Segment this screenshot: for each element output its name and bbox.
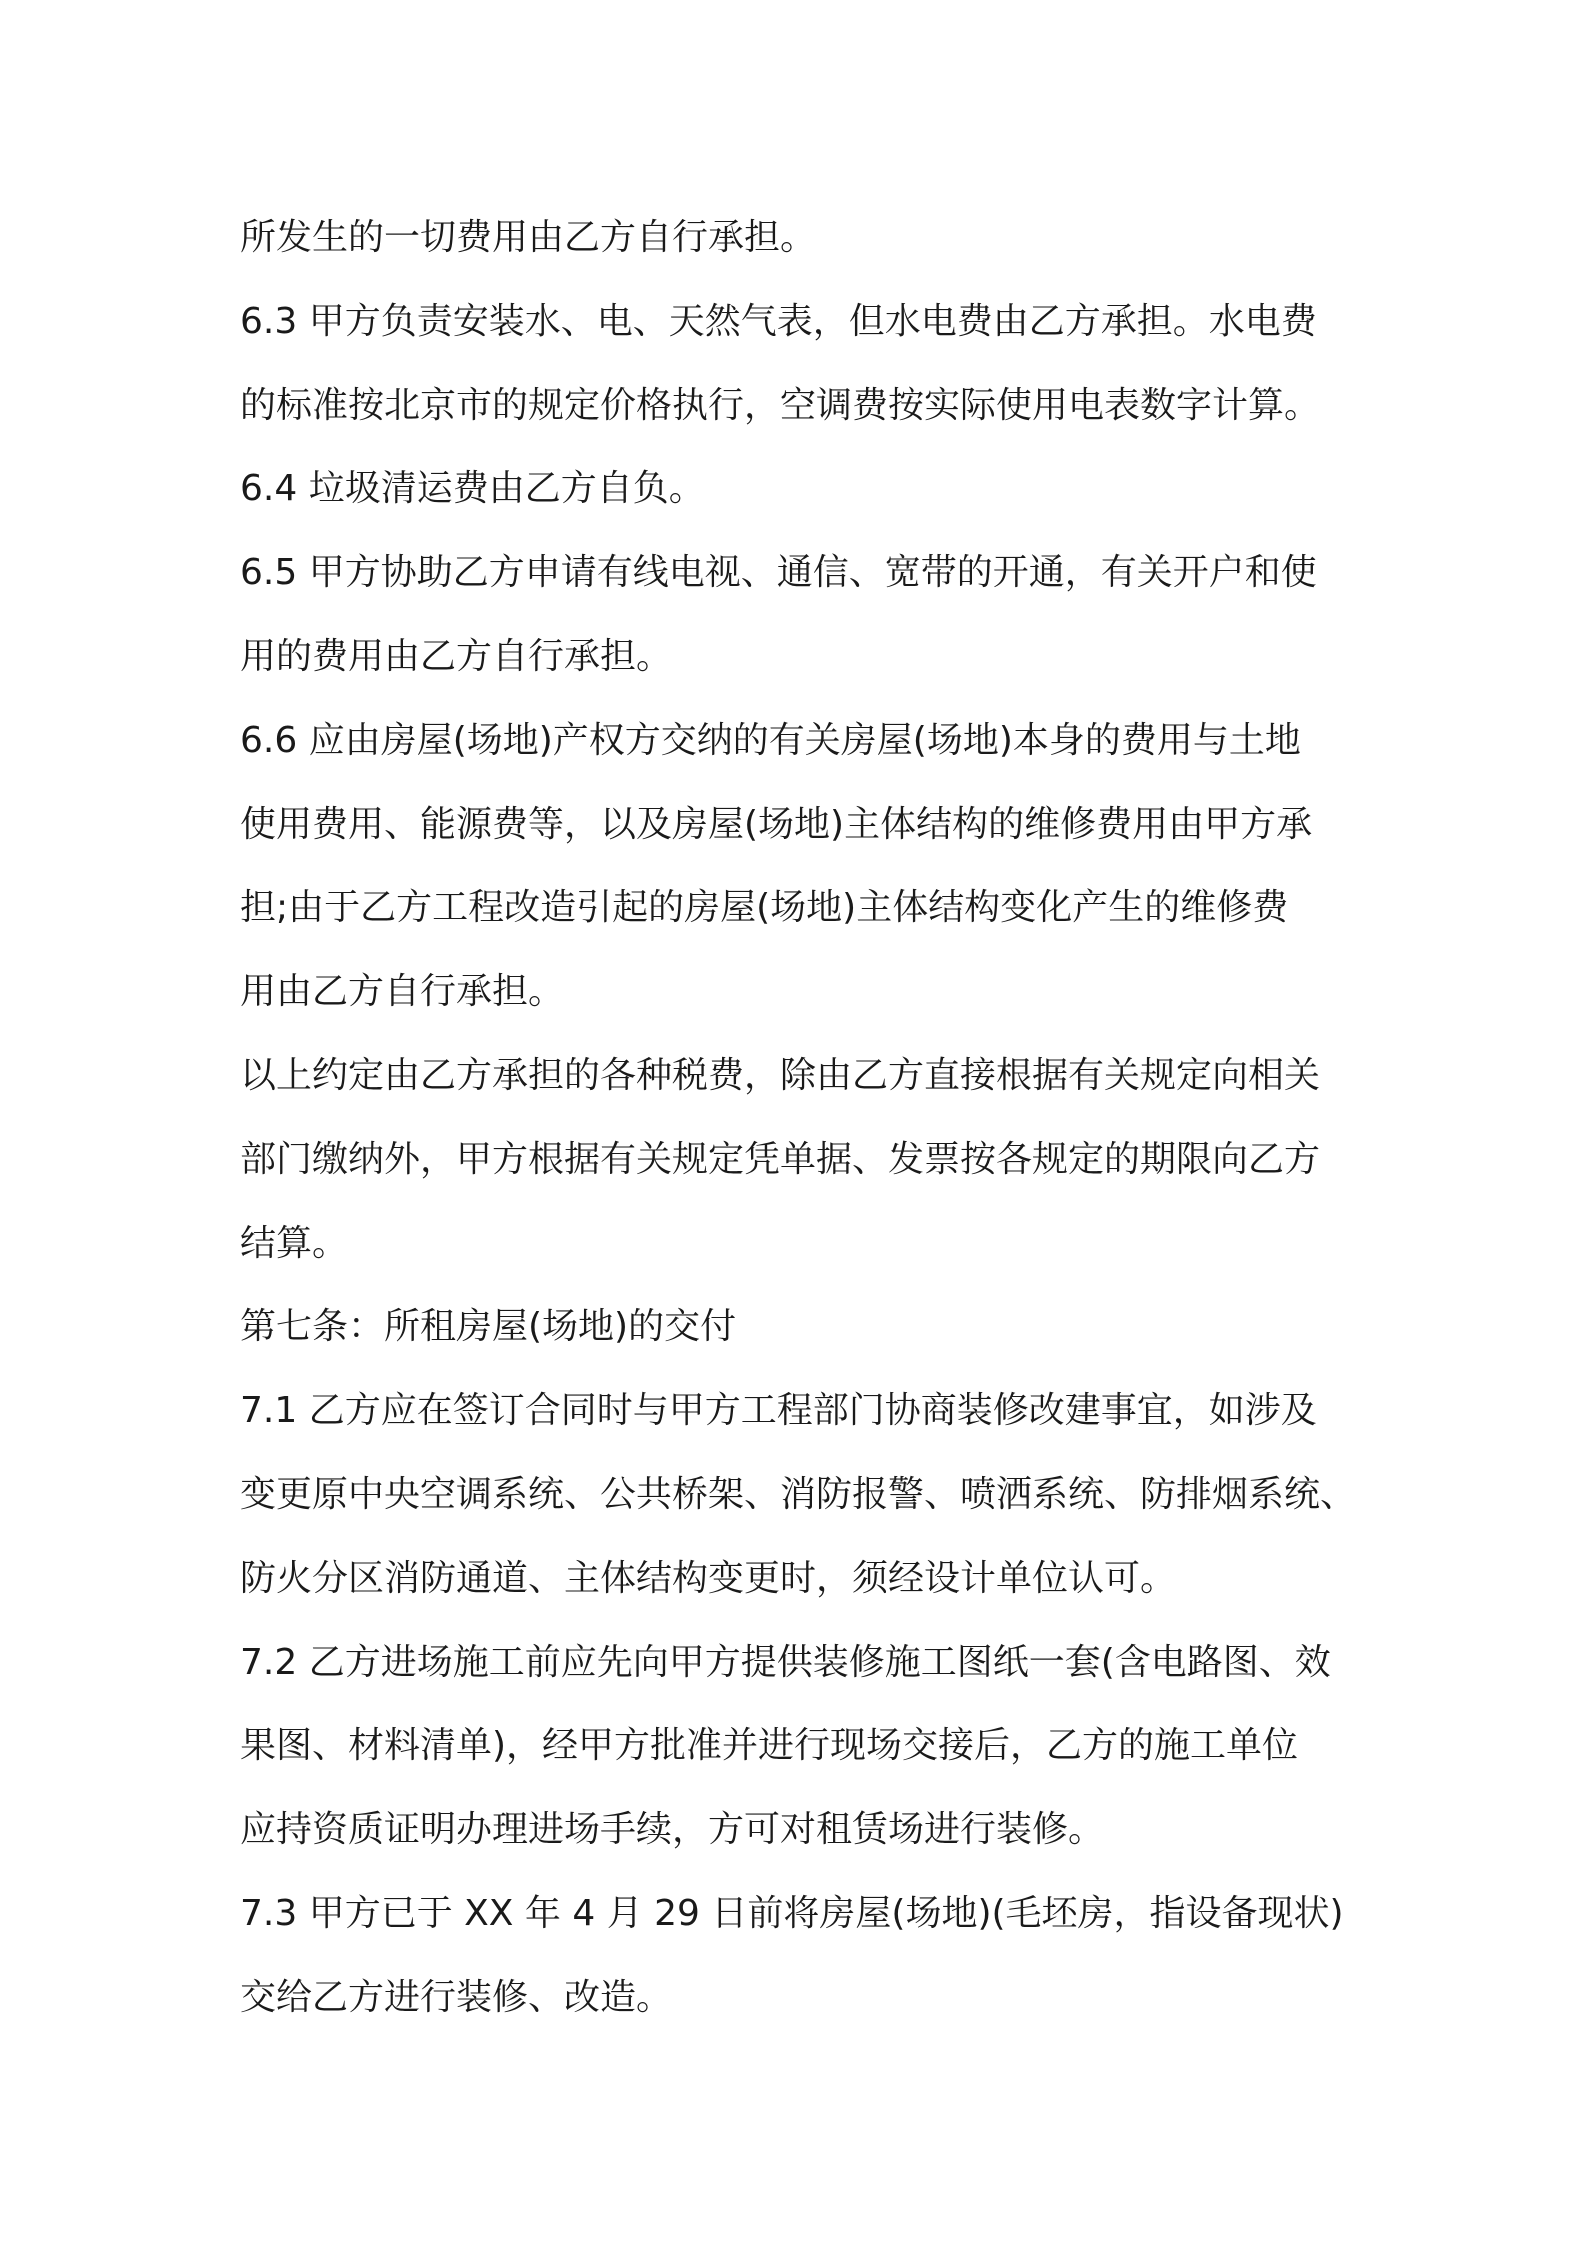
text-line: 用由乙方自行承担。 [240, 971, 565, 1013]
text-line: 防火分区消防通道、主体结构变更时，须经设计单位认可。 [240, 1557, 1177, 1599]
document-body [240, 196, 1360, 2040]
text-line: 7.1 乙方应在签订合同时与甲方工程部门协商装修改建事宜，如涉及 [240, 1390, 1317, 1432]
text-line: 结算。 [240, 1222, 349, 1264]
text-line: 7.2 乙方进场施工前应先向甲方提供装修施工图纸一套(含电路图、效 [240, 1641, 1331, 1683]
text-line: 6.4 垃圾清运费由乙方自负。 [240, 468, 705, 510]
text-line: 果图、材料清单)，经甲方批准并进行现场交接后，乙方的施工单位 [240, 1725, 1299, 1767]
text-line: 交给乙方进行装修、改造。 [240, 1976, 673, 2018]
text-line: 用的费用由乙方自行承担。 [240, 635, 673, 677]
text-line: 应持资质证明办理进场手续，方可对租赁场进行装修。 [240, 1809, 1105, 1851]
text-line: 6.6 应由房屋(场地)产权方交纳的有关房屋(场地)本身的费用与土地 [240, 719, 1301, 761]
text-line: 所发生的一切费用由乙方自行承担。 [240, 217, 817, 258]
text-line: 担;由于乙方工程改造引起的房屋(场地)主体结构变化产生的维修费 [240, 887, 1289, 929]
section-heading: 第七条：所租房屋(场地)的交付 [240, 1306, 737, 1348]
text-line: 变更原中央空调系统、公共桥架、消防报警、喷洒系统、防排烟系统、 [240, 1473, 1357, 1515]
text-line: 使用费用、能源费等，以及房屋(场地)主体结构的维修费用由甲方承 [240, 803, 1313, 845]
text-line: 部门缴纳外，甲方根据有关规定凭单据、发票按各规定的期限向乙方 [240, 1138, 1321, 1180]
text-line: 7.3 甲方已于 XX 年 4 月 29 日前将房屋(场地)(毛坯房，指设备现状) [240, 1892, 1344, 1934]
text-line: 6.3 甲方负责安装水、电、天然气表，但水电费由乙方承担。水电费 [240, 300, 1317, 342]
text-line: 6.5 甲方协助乙方申请有线电视、通信、宽带的开通，有关开户和使 [240, 552, 1317, 594]
text-line: 以上约定由乙方承担的各种税费，除由乙方直接根据有关规定向相关 [240, 1054, 1321, 1096]
text-line: 的标准按北京市的规定价格执行，空调费按实际使用电表数字计算。 [240, 384, 1321, 426]
